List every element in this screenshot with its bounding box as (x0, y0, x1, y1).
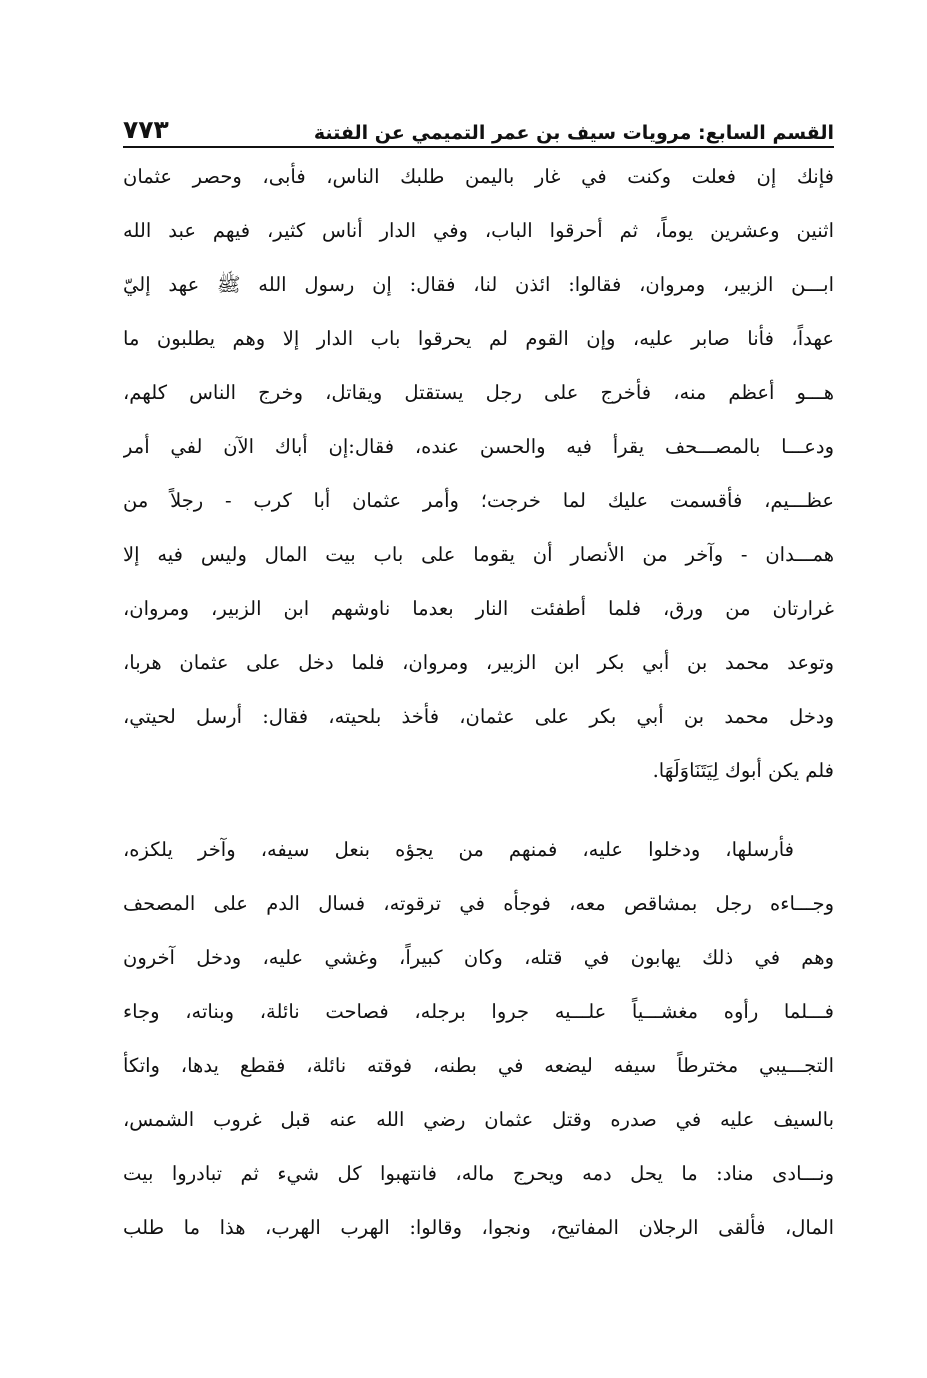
text-line: وهم في ذلك يهابون في قتله، وكان كبيراً، وغشي عليه، ودخل آخرون (123, 946, 834, 969)
text-line: فأرسلها، ودخلوا عليه، فمنهم من يجؤه بنعل سيفه، وآخر يلكزه، (123, 838, 794, 861)
header-rule (123, 146, 834, 148)
paragraph-2 (123, 823, 834, 1255)
text-line: فلم يكن أبوك لِيَتَنَاوَلَهَا. (652, 759, 834, 782)
text-line: ودخل محمد بن أبي بكر على عثمان، فأخذ بلحيته، فقال: أرسل لحيتي، (123, 705, 834, 728)
text-line: ابـــن الزبير، ومروان، فقالوا: ائذن لنا، فقال: إن رسول الله ﷺ عهد إليّ (123, 273, 834, 296)
text-line: هـــو أعظم منه، فأخرج على رجل يستقتل ويقاتل، وخرج الناس كلهم، (123, 381, 834, 404)
text-line: وجـــاءه رجل بمشاقص معه، فوجأه في ترقوته، فسال الدم على المصحف (123, 892, 834, 915)
paragraph-1 (123, 150, 834, 798)
page-number: ٧٧٣ (123, 115, 169, 144)
text-line: اثنين وعشرين يوماً، ثم أحرقوا الباب، وفي الدار أناس كثير، فيهم عبد الله (123, 219, 834, 242)
text-line: وتوعد محمد بن أبي بكر ابن الزبير، ومروان، فلما دخل على عثمان هربا، (123, 651, 834, 674)
running-title: القسم السابع: مرويات سيف بن عمر التميمي عن الفتنة (313, 122, 834, 144)
text-line: المال، فألقى الرجلان المفاتيح، ونجوا، وقالوا: الهرب الهرب، هذا ما طلب (123, 1216, 834, 1239)
text-line: فإنك إن فعلت وكنت في غار باليمن طلبك الناس، فأبى، وحصر عثمان (123, 165, 834, 188)
page-header (123, 108, 834, 144)
body-text (123, 150, 834, 1255)
text-line: التجـــيبي مخترطاً سيفه ليضعه في بطنه، فوقته نائلة، فقطع يدها، واتكأ (123, 1054, 834, 1077)
text-line: ونـــادى مناد: ما يحل دمه ويحرج ماله، فانتهبوا كل شيء ثم تبادروا بيت (123, 1162, 834, 1185)
text-line: بالسيف عليه في صدره وقتل عثمان رضي الله عنه قبل غروب الشمس، (123, 1108, 834, 1131)
text-line: عهداً، فأنا صابر عليه، وإن القوم لم يحرقوا باب الدار إلا وهم يطلبون ما (123, 327, 834, 350)
text-line: همـــدان - وآخر من الأنصار أن يقوما على باب بيت المال وليس فيه إلا (123, 543, 834, 566)
text-line: غرارتان من ورق، فلما أطفئت النار بعدما ناوشهم ابن الزبير، ومروان، (123, 597, 834, 620)
text-line: فـــلما رأوه مغشـــياً علـــيه جروا برجله، فصاحت نائلة، وبناته، وجاء (123, 1000, 834, 1023)
text-line: ودعـــا بالمصـــحف يقرأ فيه والحسن عنده، فقال:إن أباك الآن لفي أمر (123, 435, 834, 458)
paragraph-gap (123, 798, 834, 823)
text-line: عظـــيم، فأقسمت عليك لما خرجت؛ وأمر عثمان أبا كرب - رجلاً من (123, 489, 834, 512)
